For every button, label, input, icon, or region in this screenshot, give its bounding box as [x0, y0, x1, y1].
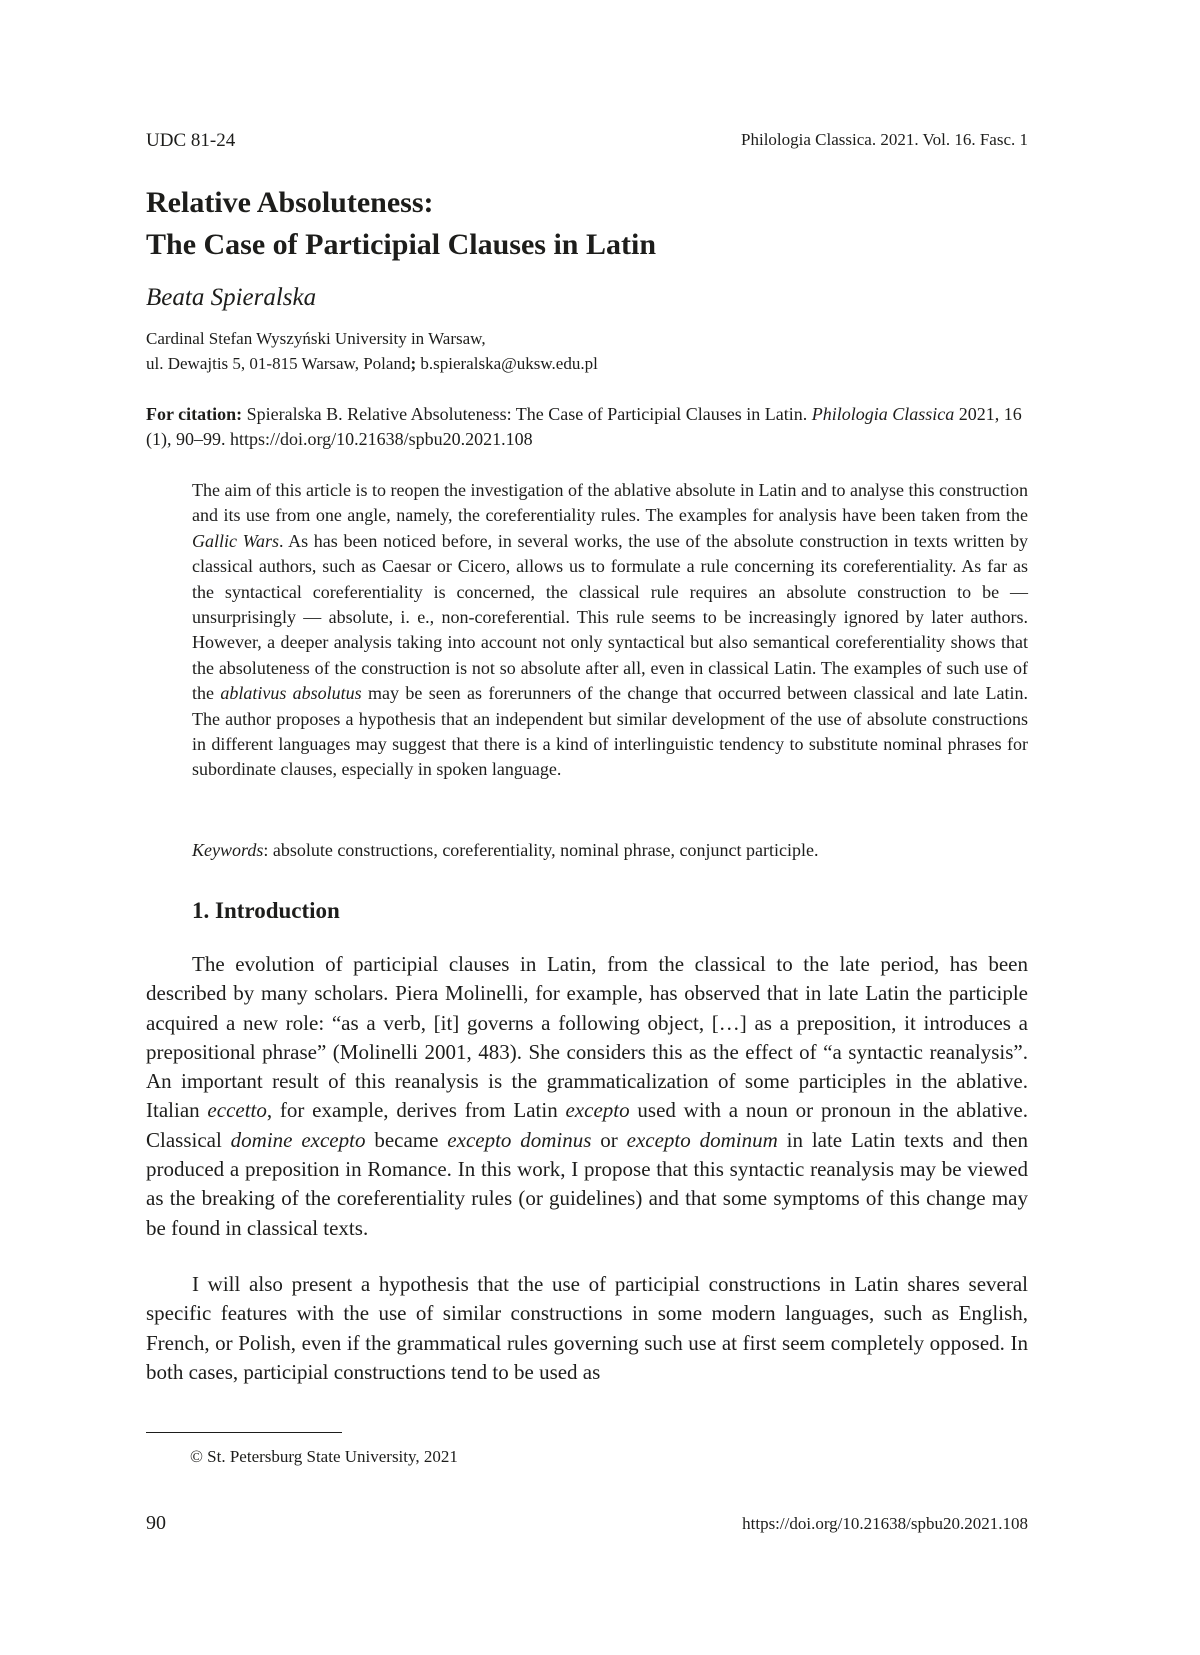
p1-text-a: The evolution of participial clauses in Latin, from the classical to the late period, has been described by many scholars. Piera Molinelli, for example, has observed that in late Latin the participle acquired a new role: “as a verb, [it] governs a following object, […] as a preposition, it introduces a prepositional phrase” (Molinelli 2001, 483). She considers this as the effect of “a syntactic reanalysis”. An important result of this reanalysis is the grammaticalization of some participles in the ablative. Italian [146, 952, 1028, 1123]
abstract-italic-gallic-wars: Gallic Wars [192, 530, 279, 551]
copyright-footnote: © St. Petersburg State University, 2021 [190, 1447, 458, 1466]
p1-italic-eccetto: eccetto [207, 1098, 267, 1123]
page-number: 90 [146, 1512, 166, 1534]
affiliation-separator: ; [410, 354, 421, 373]
body-paragraph-1 [146, 950, 1028, 1243]
p1-italic-domine-excepto: domine excepto [230, 1127, 366, 1152]
article-title [146, 182, 1046, 266]
abstract [192, 478, 1028, 783]
author-affiliation [146, 326, 598, 376]
affiliation-line-1: Cardinal Stefan Wyszyński University in Warsaw, [146, 329, 486, 348]
title-line-1: Relative Absoluteness: [146, 186, 434, 219]
citation-block [146, 402, 1028, 452]
keywords-label: Keywords [192, 840, 264, 860]
author-name: Beata Spieralska [146, 284, 317, 311]
citation-details: 2021, 16 (1), 90–99. https://doi.org/10.21638/spbu20.2021.108 [146, 404, 1022, 449]
keywords [192, 838, 1028, 863]
author-email[interactable]: b.spieralska@uksw.edu.pl [420, 354, 598, 373]
p1-italic-excepto-dominus: excepto dominus [447, 1127, 592, 1152]
p1-text-e: or [591, 1127, 627, 1152]
abstract-part-3: may be seen as forerunners of the change that occurred between classical and late Latin. The author proposes a hypothesis that an independent but similar development of the use of absolute constructions in different languages may suggest that there is a kind of interlinguistic tendency to substitute nominal phrases for subordinate clauses, especially in spoken language. [192, 683, 1029, 780]
p1-italic-excepto: excepto [565, 1098, 630, 1123]
p1-text-f: in late Latin texts and then produced a preposition in Romance. In this work, I propose that this syntactic reanalysis may be viewed as the breaking of the coreferentiality rules (or guidelines) and that some symptoms of this change may be found in classical texts. [146, 1127, 1028, 1240]
citation-journal: Philologia Classica [811, 404, 955, 424]
journal-reference: Philologia Classica. 2021. Vol. 16. Fasc. 1 [741, 130, 1028, 149]
affiliation-line-2 [146, 351, 598, 376]
abstract-italic-ablativus: ablativus absolutus [220, 683, 362, 704]
title-line-2: The Case of Participial Clauses in Latin [146, 228, 657, 261]
footer-doi-link[interactable]: https://doi.org/10.21638/spbu20.2021.108 [742, 1514, 1028, 1533]
abstract-part-1: The aim of this article is to reopen the investigation of the ablative absolute in Latin and to analyse this construction and its use from one angle, namely, the coreferentiality rules. The examples for analysis have been taken from the [192, 480, 1028, 526]
affiliation-address: ul. Dewajtis 5, 01-815 Warsaw, Poland [146, 354, 411, 373]
footnote-divider [146, 1432, 342, 1433]
udc-code: UDC 81-24 [146, 130, 236, 151]
p1-text-b: , for example, derives from Latin [266, 1098, 566, 1123]
p1-text-c: used with a noun or pronoun in the ablative. Classical [146, 1098, 1028, 1152]
p1-italic-excepto-dominum: excepto dominum [626, 1127, 778, 1152]
body-paragraph-2: I will also present a hypothesis that the use of participial constructions in Latin shares several specific features with the use of similar constructions in some modern languages, such as English, French, or Polish, even if the grammatical rules governing such use at first seem completely opposed. In both cases, participial constructions tend to be used as [146, 1272, 1028, 1384]
citation-text: Spieralska B. Relative Absoluteness: The Case of Participial Clauses in Latin. [242, 404, 812, 424]
citation-label: For citation: [146, 404, 243, 424]
section-heading: 1. Introduction [192, 898, 340, 923]
p1-text-d: became [365, 1127, 448, 1152]
keywords-text: : absolute constructions, coreferentiality, nominal phrase, conjunct participle. [263, 840, 819, 860]
abstract-part-2: . As has been noticed before, in several works, the use of the absolute construction in texts written by classical authors, such as Caesar or Cicero, allows us to formulate a rule concerning its coreferentiality. As far as the syntactical coreferentiality is concerned, the classical rule requires an absolute construction to be — unsurprisingly — absolute, i. e., non-coreferential. This rule seems to be increasingly ignored by later authors. However, a deeper analysis taking into account not only syntactical but also semantical coreferentiality shows that the absoluteness of the construction is not so absolute after all, even in classical Latin. The examples of such use of the [192, 530, 1028, 704]
